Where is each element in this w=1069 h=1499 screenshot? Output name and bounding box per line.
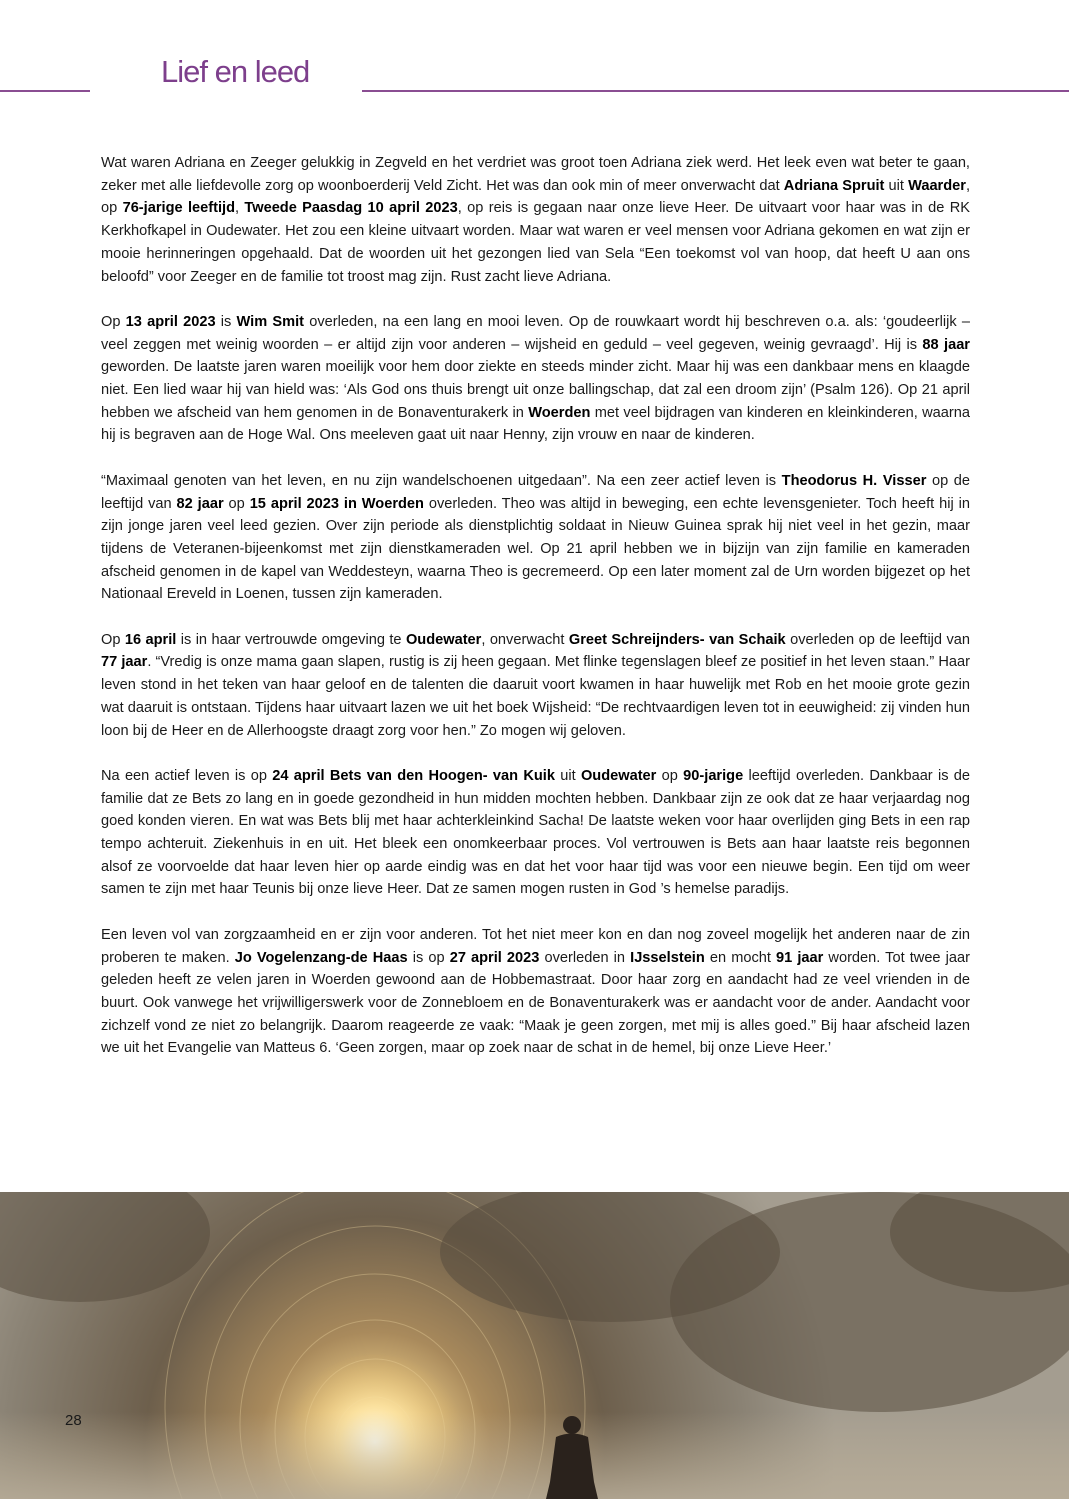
- section-title: Lief en leed: [161, 54, 310, 89]
- body-text: “Maximaal genoten van het leven, en nu zijn wandelschoenen uitgedaan”. Na een zeer actief leven is: [101, 472, 782, 489]
- body-text: met veel bijdragen van kinderen en kleinkinderen, waarna hij is begraven aan de Hoge Wal. Ons meeleven gaat uit naar Henny, zijn vrouw en naar de kinderen.: [101, 404, 970, 444]
- body-text: overleden in: [539, 949, 631, 966]
- emphasis-text: Oudewater: [405, 631, 482, 648]
- body-text: is in haar vertrouwde omgeving te: [176, 631, 406, 648]
- emphasis-text: 13 april 2023: [125, 313, 216, 330]
- emphasis-text: 16 april: [124, 631, 177, 648]
- emphasis-text: Woerden: [528, 404, 591, 421]
- body-text: Op: [101, 313, 126, 330]
- emphasis-text: 15 april 2023 in Woerden: [249, 495, 424, 512]
- emphasis-text: Jo Vogelenzang-de Haas: [234, 949, 408, 966]
- emphasis-text: IJsselstein: [630, 949, 705, 966]
- body-text: is: [215, 313, 237, 330]
- light-tunnel-illustration: [0, 1192, 1069, 1499]
- emphasis-text: Tweede Paasdag 10 april 2023: [244, 200, 458, 217]
- emphasis-text: 27 april 2023: [449, 949, 540, 966]
- body-text: Op: [101, 631, 125, 648]
- body-text: overleden. Theo was altijd in beweging, een echte levensgenieter. Toch heeft hij in zijn jonge jaren veel leed gezien. Over zijn periode als dienstplichtig soldaat in Nieuw Guinea sprak hij niet veel in het gezin, maar tijdens de Veteranen-bijeenkomst met zijn dienstkameraden wel. Op 21 april hebben we in bijzijn van zijn familie en kameraden afscheid genomen in de kapel van Weddesteyn, waarna Theo is gecremeerd. Op een later moment zal de Urn worden bijgezet op het Nationaal Ereveld in Loenen, tussen zijn kameraden.: [101, 495, 970, 603]
- emphasis-text: Adriana Spruit: [783, 177, 885, 194]
- emphasis-text: 24 april Bets van den Hoogen- van Kuik: [272, 767, 555, 784]
- paragraph-adriana-spruit: [101, 152, 970, 288]
- emphasis-text: 82 jaar: [176, 495, 224, 512]
- header-rule-right: [362, 90, 1069, 92]
- body-text: . “Vredig is onze mama gaan slapen, rustig is zij heen gegaan. Met flinke tegenslagen bleef ze positief in het leven staan.” Haar leven stond in het teken van haar geloof en de talenten die daaruit voort kwamen in haar huwelijk met Rob en het mooie grote gezin wat daaruit is ontstaan. Tijdens haar uitvaart lazen we uit het boek Wijsheid: “De rechtvaardigen leven tot in eeuwigheid: zij vinden hun loon bij de Heer en de Allerhoogste draagt zorg voor hen.” Zo mogen wij geloven.: [101, 654, 970, 739]
- body-text: is op: [407, 949, 450, 966]
- article-body: [101, 152, 970, 1083]
- paragraph-wim-smit: [101, 311, 970, 447]
- body-text: ,: [234, 200, 245, 217]
- body-text: , op reis is gegaan naar onze lieve Heer. De uitvaart voor haar was in de RK Kerkhofkapel in Oudewater. Het zou een kleine uitvaart worden. Maar wat waren er veel mensen voor Adriana gekomen en wat zijn er mooie herinneringen opgehaald. Dat de woorden uit het gezongen lied van Sela “Een toekomst vol van hoop, dat heeft U aan ons beloofd” voor Zeeger en de familie tot troost mag zijn. Rust zacht lieve Adriana.: [101, 200, 970, 285]
- body-text: , op: [101, 177, 971, 217]
- page-number: 28: [65, 1412, 82, 1429]
- body-text: , onverwacht: [481, 631, 569, 648]
- emphasis-text: 90-jarige: [683, 767, 744, 784]
- emphasis-text: 91 jaar: [776, 949, 824, 966]
- body-text: op: [656, 767, 684, 784]
- body-text: uit: [884, 177, 909, 194]
- header-rule-left: [0, 90, 90, 92]
- body-text: Wat waren Adriana en Zeeger gelukkig in Zegveld en het verdriet was groot toen Adriana ziek werd. Het leek even wat beter te gaan, zeker met alle liefdevolle zorg op woonboerderij Veld Zicht. Het was dan ook min of meer onverwacht dat: [101, 155, 970, 194]
- emphasis-text: Oudewater: [580, 767, 657, 784]
- emphasis-text: Waarder: [908, 177, 966, 194]
- emphasis-text: Greet Schreijnders- van Schaik: [568, 631, 786, 648]
- emphasis-text: 77 jaar: [101, 654, 148, 671]
- body-text: en mocht: [704, 949, 777, 966]
- body-text: Een leven vol van zorgzaamheid en er zijn voor anderen. Tot het niet meer kon en dan nog zoveel mogelijk het anderen naar de zin proberen te maken.: [101, 926, 970, 966]
- memorial-photo: [0, 1192, 1069, 1499]
- paragraph-theodorus-visser: [101, 470, 970, 606]
- paragraph-bets-van-den-hoogen: [101, 765, 970, 901]
- emphasis-text: Wim Smit: [236, 313, 305, 330]
- paragraph-jo-vogelenzang: [101, 924, 970, 1060]
- body-text: worden. Tot twee jaar geleden heeft ze velen jaren in Woerden gewoond aan de Hobbemastraat. Door haar zorg en aandacht had ze veel vrienden in de buurt. Ook vanwege het vrijwilligerswerk voor de Zonnebloem en de Bonaventurakerk was er aandacht voor de ander. Aandacht voor zichzelf vond ze niet zo belangrijk. Daarom reageerde ze vaak: “Maak je geen zorgen, met mij is alles goed.” Bij haar afscheid lazen we uit het Evangelie van Matteus 6. ‘Geen zorgen, maar op zoek naar de schat in de hemel, bij onze Lieve Heer.’: [101, 949, 970, 1057]
- body-text: op: [223, 495, 250, 512]
- body-text: Na een actief leven is op: [101, 767, 273, 784]
- emphasis-text: Theodorus H. Visser: [781, 472, 927, 489]
- body-text: leeftijd overleden. Dankbaar is de familie dat ze Bets zo lang en in goede gezondheid in hun midden mochten hebben. Dankbaar zijn ze ook dat ze haar verjaardag nog goed konden vieren. En wat was Bets blij met haar achterkleinkind Sacha! De laatste weken voor haar overlijden ging Bets in een rap tempo achteruit. Ziekenhuis in en uit. Het bleek een onomkeerbaar proces. Vol vertrouwen is Bets aan haar laatste reis begonnen alsof ze voorvoelde dat haar leven hier op aarde eindig was en dat het voor haar tijd was voor een nieuwe begin. Een tijd om weer samen te zijn met haar Teunis bij onze lieve Heer. Dat ze samen mogen rusten in God ’s hemelse paradijs.: [101, 767, 971, 898]
- body-text: overleden, na een lang en mooi leven. Op de rouwkaart wordt hij beschreven o.a. als: ‘goudeerlijk – veel zeggen met weinig woorden – er altijd zijn voor anderen – wijsheid en geduld – veel gegeven, weinig gevraagd’. Hij is: [101, 313, 970, 353]
- body-text: uit: [554, 767, 581, 784]
- emphasis-text: 88 jaar: [922, 336, 970, 353]
- paragraph-greet-schreijnders: [101, 629, 970, 743]
- body-text: op de leeftijd van: [101, 472, 970, 512]
- emphasis-text: 76-jarige leeftijd: [122, 200, 235, 217]
- body-text: overleden op de leeftijd van: [785, 631, 970, 648]
- body-text: geworden. De laatste jaren waren moeilijk voor hem door ziekte en steeds minder zicht. Maar hij was een dankbaar mens en klaagde niet. Een lied waar hij van hield was: ‘Als God ons thuis brengt uit onze ballingschap, dat zal een droom zijn’ (Psalm 126). Op 21 april hebben we afscheid van hem genomen in de Bonaventurakerk in: [101, 359, 970, 421]
